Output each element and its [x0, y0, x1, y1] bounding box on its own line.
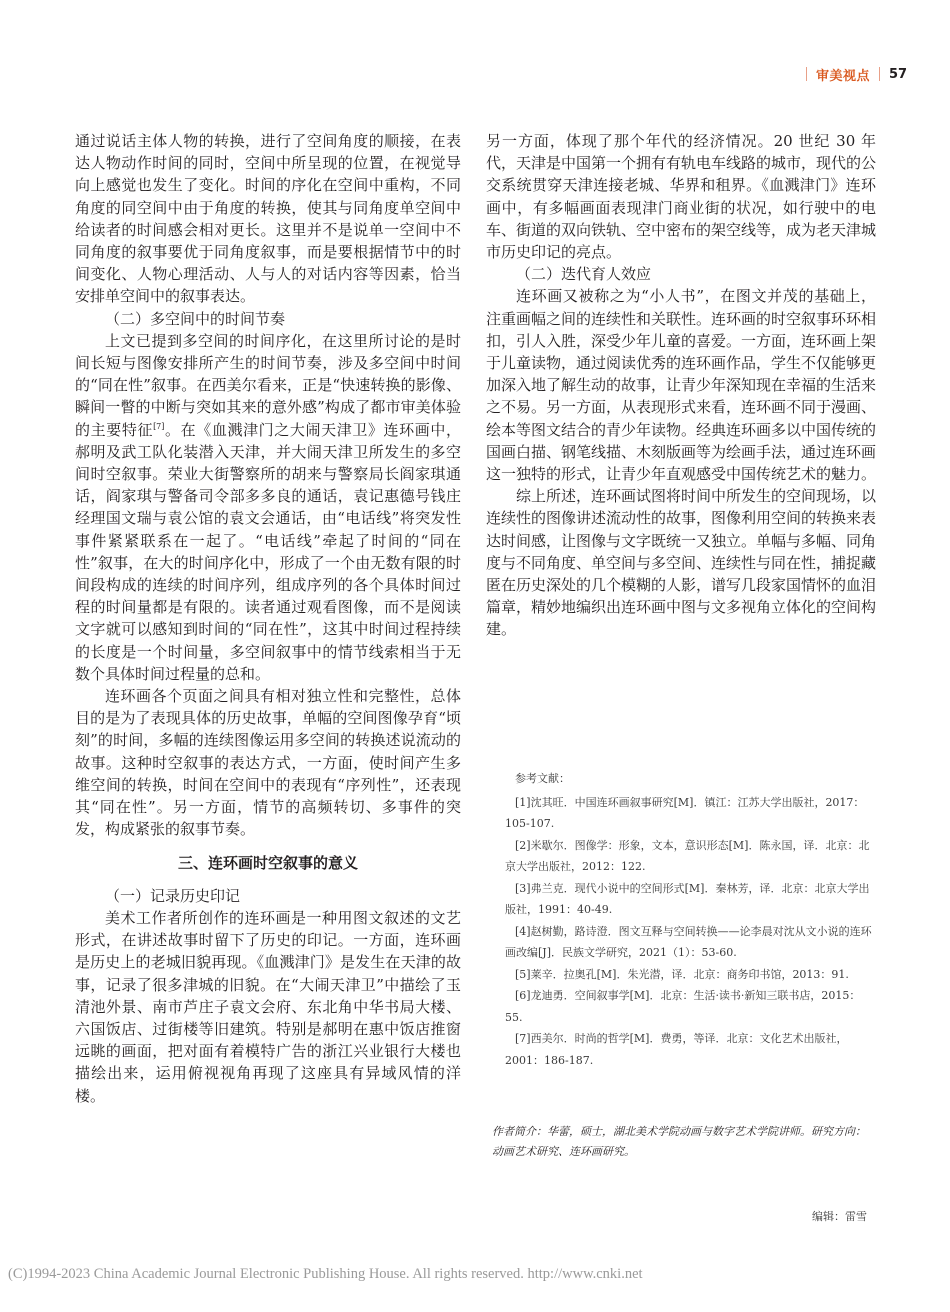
reference-item: [3]弗兰克．现代小说中的空间形式[M]．秦林芳，译．北京：北京大学出版社，1991：40-49. [505, 881, 870, 916]
section-heading: 三、连环画时空叙事的意义 [177, 853, 358, 872]
reference-item: [1]沈其旺．中国连环画叙事研究[M]．镇江：江苏大学出版社，2017：105-107. [505, 795, 865, 830]
paragraph: 另一方面，体现了那个年代的经济情况。20 世纪 30 年代，天津是中国第一个拥有有轨电车线路的城市，现代的公交系统贯穿天津连接老城、华界和租界。《血溅津门》连环画中，有多幅画面表现津门商业街的状况，如行驶中的电车、街道的双向铁轨、空中密布的架空线等，成为老天津城市历史印记的亮点。 [486, 132, 877, 262]
paragraph: 连环画各个页面之间具有相对独立性和完整性，总体目的是为了表现具体的历史故事，单幅的空间图像孕育“顷刻”的时间，多幅的连续图像运用多空间的转换述说流动的故事。这种时空叙事的表达方式，一方面，使时间产生多维空间的转换，时间在空间中的表现有“序列性”，还表现其“同在性”。另一方面，情节的高频转切、多事件的突发，构成紧张的叙事节奏。 [75, 687, 461, 839]
paragraph: 通过说话主体人物的转换，进行了空间角度的顺接，在表达人物动作时间的同时，空间中所呈现的位置，在视觉导向上感觉也发生了变化。时间的序化在空间中重构，不同角度的同空间中由于角度的转换，使其与同角度单空间中给读者的时间感会相对更长。这里并不是说单一空间中不同角度的叙事要优于同角度叙事，而是要根据情节中的时间变化、人物心理活动、人与人的对话内容等因素，恰当安排单空间中的叙事表达。 [75, 132, 461, 306]
reference-item: [4]赵树勤，路诗澄．图文互释与空间转换——论李晨对沈从文小说的连环画改编[J]．民族文学研究，2021（1）：53-60. [505, 924, 872, 959]
right-column [486, 130, 876, 641]
references [505, 768, 875, 1071]
subheading-record-history: （一）记录历史印记 [105, 886, 241, 905]
reference-item: [6]龙迪勇．空间叙事学[M]．北京：生活·读书·新知三联书店，2015：55. [505, 989, 861, 1024]
paragraph: 美术工作者所创作的连环画是一种用图文叙述的文艺形式，在讲述故事时留下了历史的印记。一方面，连环画是历史上的老城旧貌再现。《血溅津门》是发生在天津的故事，记录了很多津城的旧貌。在“大闹天津卫”中描绘了玉清池外景、南市芦庄子袁文会府、东北角中华书局大楼、六国饭店、过街楼等旧建筑。特别是郝明在惠中饭店推窗远眺的画面，把对面有着模特广告的浙江兴业银行大楼也描绘出来，运用俯视视角再现了这座具有异域风情的洋楼。 [75, 908, 461, 1105]
paragraph: 上文已提到多空间的时间序化，在这里所讨论的是时间长短与图像安排所产生的时间节奏，涉及多空间中时间的“同在性”叙事。在西美尔看来，正是“快速转换的影像、瞬间一瞥的中断与突如其来的意外感”构成了都市审美体验的主要特征[7]。在《血溅津门之大闹天津卫》连环画中，郝明及武工队化装潜入天津，并大闹天津卫所发生的多空间时空叙事。荣业大街警察所的胡来与警察局长阎家琪通话，阎家琪与警备司令部多多良的通话，袁记惠德号钱庄经理国文瑞与袁公馆的袁文会通话，由“电话线”将突发性事件紧紧联系在一起了。“电话线”牵起了时间的“同在性”叙事，在大的时间序化中，形成了一个由无数有限的时间段构成的连续的时间序列，组成序列的各个具体时间过程的时间量都是有限的。读者通过观看图像，而不是阅读文字就可以感知到时间的“同在性”，这其中时间过程持续的长度是一个时间量，多空间叙事中的情节线索相当于无数个具体时间过程量的总和。 [75, 331, 461, 683]
header-divider-right [879, 67, 880, 81]
editor-credit: 编辑：雷雪 [812, 1210, 867, 1223]
page-number: 57 [889, 66, 908, 82]
subheading-iteration: （二）迭代育人效应 [516, 265, 652, 284]
paragraph: 连环画又被称之为“小人书”，在图文并茂的基础上，注重画幅之间的连续性和关联性。连环画的时空叙事环环相扣，引人入胜，深受少年儿童的喜爱。一方面，连环画上架于儿童读物，通过阅读优秀的连环画作品，学生不仅能够更加深入地了解生动的故事，让青少年深知现在幸福的生活来之不易。另一方面，从表现形式来看，连环画不同于漫画、绘本等图文结合的青少年读物。经典连环画多以中国传统的国画白描、钢笔线描、木刻版画等为绘画手法，通过连环画这一独特的形式，让青少年直观感受中国传统艺术的魅力。 [486, 287, 877, 484]
header-divider-left [806, 67, 807, 81]
reference-item: [5]莱辛．拉奥孔[M]．朱光潜，译．北京：商务印书馆，2013：91. [515, 967, 849, 981]
reference-item: [2]米歇尔．图像学：形象，文本，意识形态[M]．陈永国，译．北京：北京大学出版社，2012：122. [505, 838, 870, 873]
left-column [75, 130, 461, 1107]
subheading-multi-space: （二）多空间中的时间节奏 [105, 309, 286, 328]
copyright-watermark: (C)1994-2023 China Academic Journal Electronic Publishing House. All rights reserved. http://www.cnki.net [8, 1266, 643, 1282]
citation-mark: [7] [153, 421, 165, 431]
paragraph: 综上所述，连环画试图将时间中所发生的空间现场，以连续性的图像讲述流动性的故事，图像利用空间的转换来表达时间感，让图像与文字既统一又独立。单幅与多幅、同角度与不同角度、单空间与多空间、连续性与同在性，捕捉藏匿在历史深处的几个模糊的人影，谱写几段家国情怀的血泪篇章，精妙地编织出连环画中图与文多视角立体化的空间构建。 [486, 487, 877, 639]
running-header [806, 64, 907, 84]
reference-item: [7]西美尔．时尚的哲学[M]．费勇，等译．北京：文化艺术出版社，2001：186-187. [505, 1032, 848, 1067]
references-title: 参考文献： [515, 772, 570, 785]
section-title: 审美视点 [816, 68, 871, 84]
author-note: 作者简介：华蕾，硕士，湖北美术学院动画与数字艺术学院讲师。研究方向：动画艺术研究、连环画研究。 [492, 1125, 866, 1158]
